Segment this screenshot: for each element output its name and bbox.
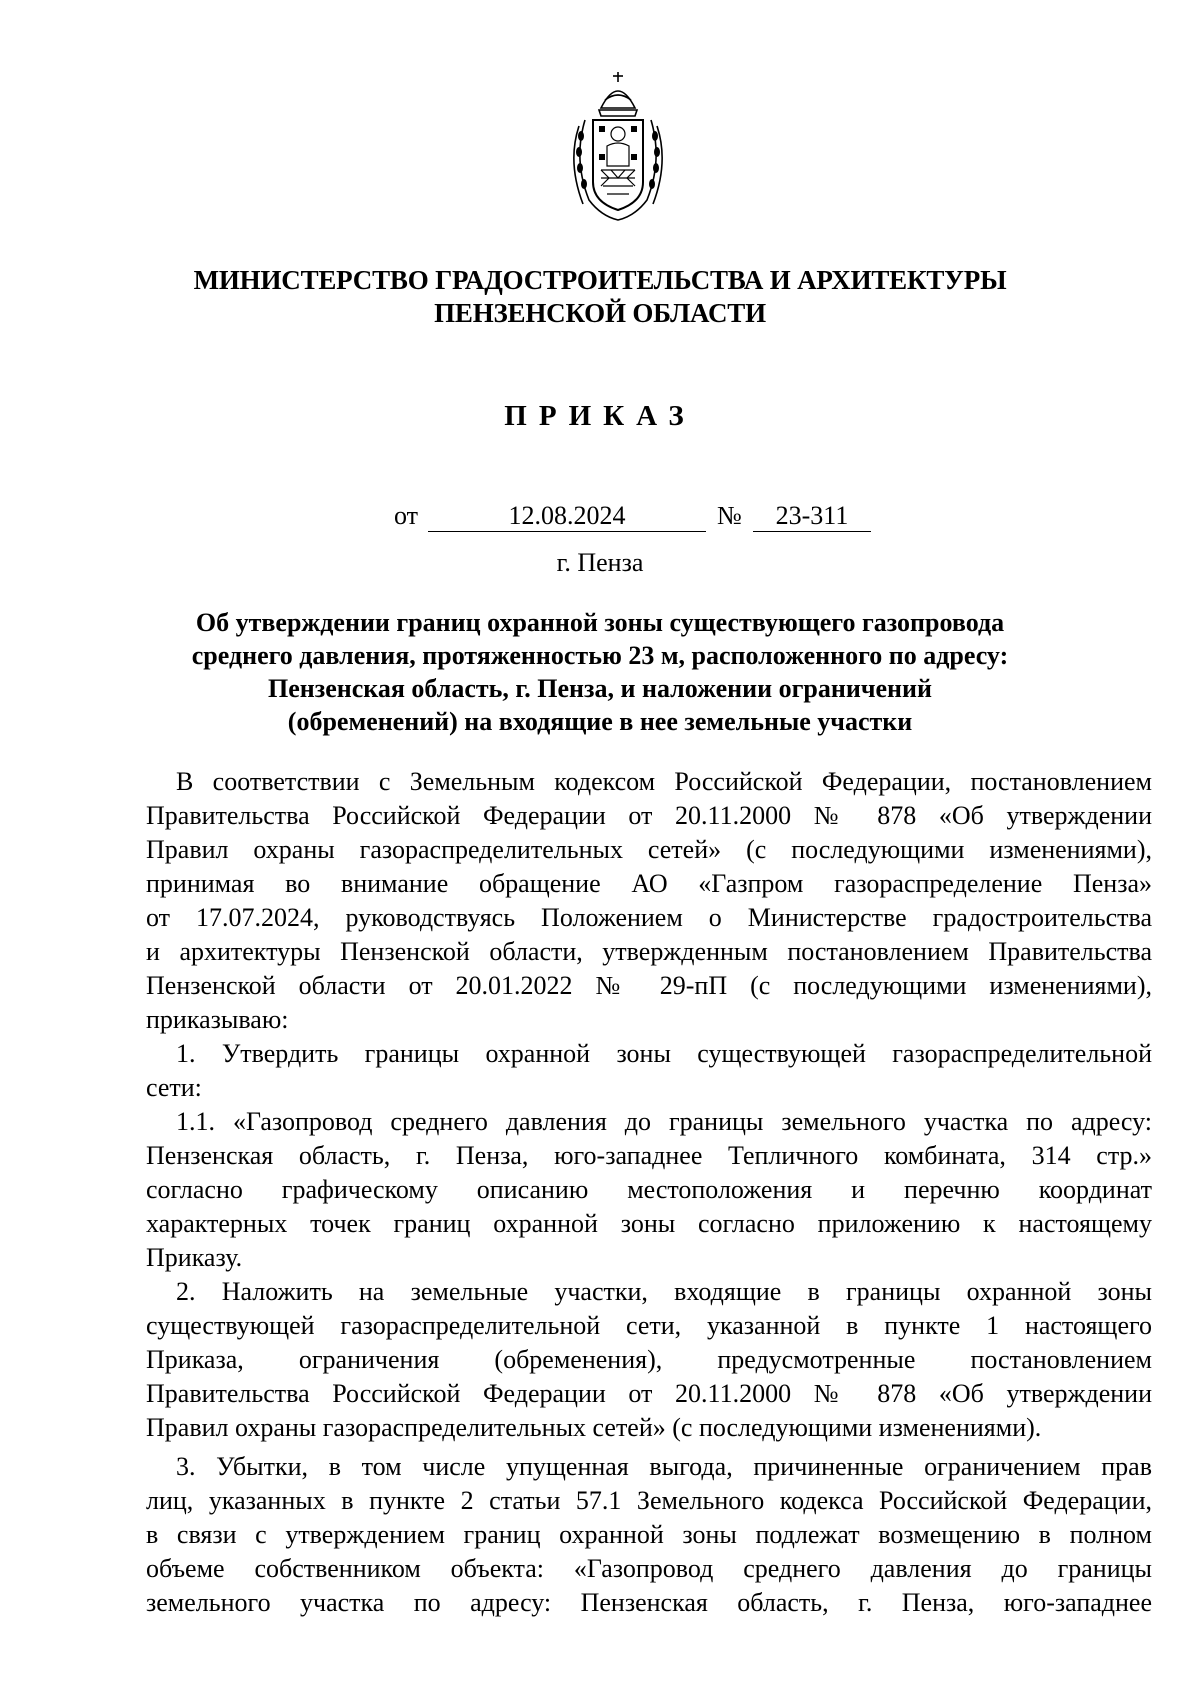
body-line: Правил охраны газораспределительных сетей» (с последующими изменениями).: [146, 1413, 1042, 1442]
body-line: приказываю:: [146, 1005, 289, 1034]
city: г. Пенза: [556, 548, 644, 577]
body-line: и архитектуры Пензенской области, утвержденным постановлением Правительства: [146, 937, 1152, 966]
body-line: В соответствии с Земельным кодексом Российской Федерации, постановлением: [176, 767, 1152, 796]
body-line: существующей газораспределительной сети, указанной в пункте 1 настоящего: [146, 1311, 1152, 1340]
body-line: Приказа, ограничения (обременения), предусмотренные постановлением: [146, 1345, 1152, 1374]
body-line: лиц, указанных в пункте 2 статьи 57.1 Земельного кодекса Российской Федерации,: [146, 1486, 1152, 1515]
document-title-line: Об утверждении границ охранной зоны существующего газопровода: [195, 608, 1005, 637]
body-line: от 17.07.2024, руководствуясь Положением о Министерстве градостроительства: [146, 903, 1152, 932]
body-line: согласно графическому описанию местоположения и перечню координат: [146, 1175, 1152, 1204]
document-title-line: (обременений) на входящие в нее земельные участки: [287, 707, 913, 736]
body-line: в связи с утверждением границ охранной зоны подлежат возмещению в полном: [146, 1520, 1152, 1549]
body-line: Пензенская область, г. Пенза, юго-западнее Тепличного комбината, 314 стр.»: [146, 1141, 1152, 1170]
coat-of-arms-icon: [565, 70, 671, 222]
body-line: Правил охраны газораспределительных сетей» (с последующими изменениями),: [146, 835, 1152, 864]
body-line: принимая во внимание обращение АО «Газпром газораспределение Пенза»: [146, 869, 1152, 898]
ministry-name-line2: ПЕНЗЕНСКОЙ ОБЛАСТИ: [434, 298, 766, 328]
document-number: 23-311: [753, 500, 871, 532]
date-label: от: [394, 501, 419, 530]
document-type: ПРИКАЗ: [504, 400, 696, 432]
body-line: Правительства Российской Федерации от 20.11.2000 № 878 «Об утверждении: [146, 801, 1152, 830]
body-line: 1. Утвердить границы охранной зоны существующей газораспределительной: [176, 1039, 1152, 1068]
body-line: 3. Убытки, в том числе упущенная выгода, причиненные ограничением прав: [176, 1452, 1152, 1481]
body-line: объеме собственником объекта: «Газопровод среднего давления до границы: [146, 1554, 1152, 1583]
body-line: земельного участка по адресу: Пензенская область, г. Пенза, юго-западнее: [146, 1588, 1152, 1617]
document-title-line: Пензенская область, г. Пенза, и наложении ограничений: [268, 674, 932, 703]
number-label: №: [717, 501, 742, 530]
body-line: 2. Наложить на земельные участки, входящие в границы охранной зоны: [176, 1277, 1152, 1306]
body-line: Пензенской области от 20.01.2022 № 29-пП (с последующими изменениями),: [146, 971, 1152, 1000]
body-line: сети:: [146, 1073, 202, 1102]
document-title-line: среднего давления, протяженностью 23 м, расположенного по адресу:: [191, 641, 1009, 670]
body-line: Приказу.: [146, 1243, 243, 1272]
ministry-name-line1: МИНИСТЕРСТВО ГРАДОСТРОИТЕЛЬСТВА И АРХИТЕКТУРЫ: [193, 265, 1007, 295]
body-line: характерных точек границ охранной зоны согласно приложению к настоящему: [146, 1209, 1152, 1238]
document-date: 12.08.2024: [428, 500, 706, 532]
body-line: Правительства Российской Федерации от 20.11.2000 № 878 «Об утверждении: [146, 1379, 1152, 1408]
body-line: 1.1. «Газопровод среднего давления до границы земельного участка по адресу:: [176, 1107, 1152, 1136]
